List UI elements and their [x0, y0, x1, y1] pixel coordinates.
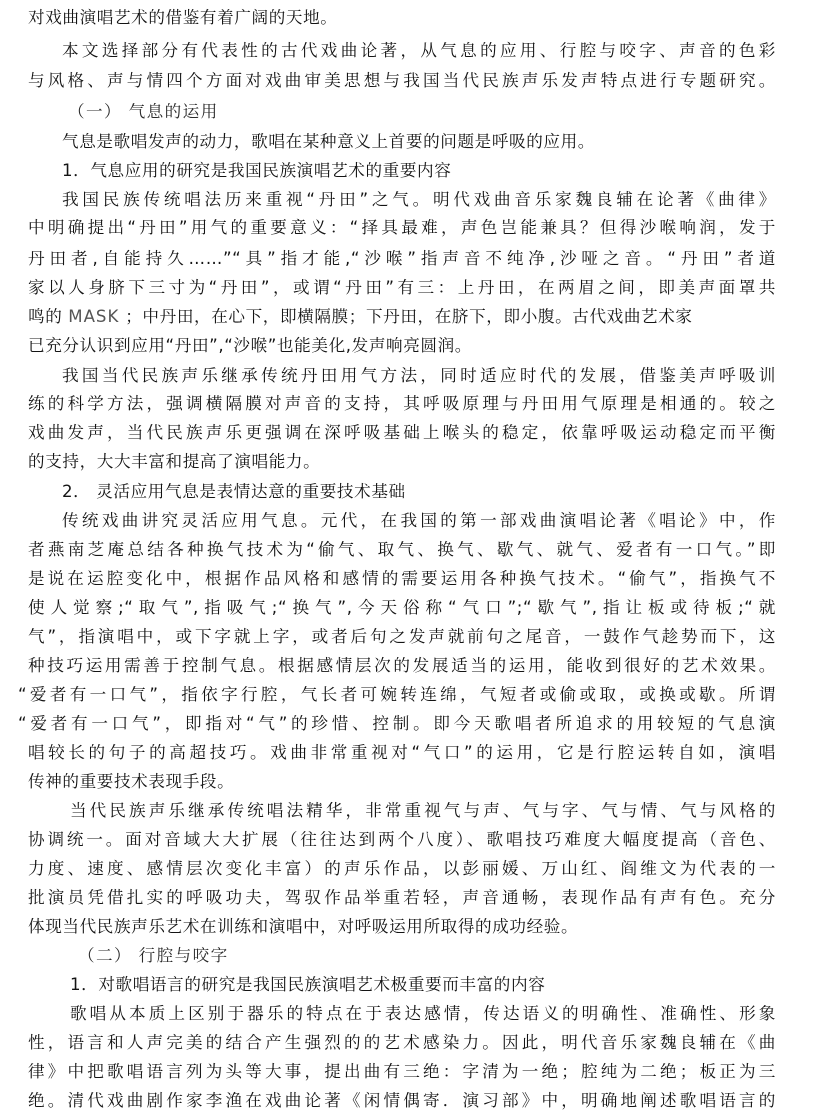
text-line: 气”，指演唱中，或下字就上字，或者后句之发声就前句之尾音，一鼓作气趁势而下，这	[28, 627, 776, 646]
subsection-heading: 1．对歌唱语言的研究是我国民族演唱艺术极重要而丰富的内容	[70, 975, 546, 994]
text-line: 者燕南芝庵总结各种换气技术为“偷气、取气、换气、歇气、就气、爱者有一口气。”即	[28, 540, 776, 559]
text-line: “爱者有一口气”，指依字行腔，气长者可婉转连绵，气短者或偷或取，或换或歇。所谓	[18, 685, 776, 704]
text-line: 是说在运腔变化中，根据作品风格和感情的需要运用各种换气技术。“偷气”，指换气不	[28, 569, 776, 588]
section-heading: （一） 气息的运用	[68, 102, 219, 121]
text-line: 练的科学方法，强调横隔膜对声音的支持，其呼吸原理与丹田用气原理是相通的。较之	[28, 394, 776, 413]
text-line: 律》中把歌唱语言列为头等大事，提出曲有三绝：字清为一绝；腔纯为二绝；板正为三	[28, 1062, 776, 1081]
text-line: 批演员凭借扎实的呼吸功夫，驾驭作品举重若轻，声音通畅，表现作品有声有色。充分	[28, 888, 776, 907]
paragraph-first-line: 歌唱从本质上区别于器乐的特点在于表达感情，传达语义的明确性、准确性、形象	[70, 1004, 776, 1023]
text-line: 传神的重要技术表现手段。	[28, 772, 235, 791]
text-line: “爱者有一口气”，即指对“气”的珍惜、控制。即今天歌唱者所追求的用较短的气息演	[18, 714, 776, 733]
paragraph-first-line: 本文选择部分有代表性的古代戏曲论著，从气息的应用、行腔与咬字、声音的色彩	[62, 41, 776, 60]
text-line: 丹田者,自能持久……”“具”指才能,“沙喉”指声音不纯净,沙哑之音。“丹田”者道	[28, 249, 776, 268]
text-line: 戏曲发声，当代民族声乐更强调在深呼吸基础上喉头的稳定，依靠呼吸运动稳定而平衡	[28, 423, 776, 442]
text-line: 体现当代民族声乐艺术在训练和演唱中，对呼吸运用所取得的成功经验。	[28, 917, 579, 936]
text-line: 中明确提出“丹田”用气的重要意义：“择具最难，声色岂能兼具？但得沙喉响润，发于	[28, 218, 776, 237]
text-fragment: ；中丹田，在心下，即横隔膜；下丹田，在脐下，即小腹。古代戏曲艺术家	[125, 307, 693, 326]
text-line-with-mask	[28, 302, 776, 332]
text-line: 对戏曲演唱艺术的借鉴有着广阔的天地。	[28, 8, 338, 27]
paragraph-first-line: 传统戏曲讲究灵活应用气息。元代，在我国的第一部戏曲演唱论著《唱论》中，作	[62, 511, 776, 530]
paragraph-first-line: 当代民族声乐继承传统唱法精华，非常重视气与声、气与字、气与情、气与风格的	[70, 801, 776, 820]
subsection-heading: 2． 灵活应用气息是表情达意的重要技术基础	[62, 482, 406, 501]
paragraph-first-line: 我国民族传统唱法历来重视“丹田”之气。明代戏曲音乐家魏良辅在论著《曲律》	[62, 190, 776, 209]
mask-placeholder: MASK	[68, 307, 120, 326]
text-line: 性，语言和人声完美的结合产生强烈的的艺术感染力。因此，明代音乐家魏良辅在《曲	[28, 1033, 776, 1052]
section-heading: （二） 行腔与咬字	[78, 946, 229, 965]
paragraph-first-line: 我国当代民族声乐继承传统丹田用气方法，同时适应时代的发展，借鉴美声呼吸训	[62, 366, 776, 385]
subsection-heading: 1．气息应用的研究是我国民族演唱艺术的重要内容	[62, 161, 452, 180]
text-line: 已充分认识到应用“丹田”,“沙喉”也能美化,发声响亮圆润。	[28, 336, 472, 355]
text-line: 绝。清代戏曲剧作家李渔在戏曲论著《闲情偶寄．演习部》中，明确地阐述歌唱语言的	[28, 1091, 776, 1110]
text-line: 协调统一。面对音域大大扩展（往往达到两个八度）、歌唱技巧难度大幅度提高（音色、	[28, 830, 776, 849]
text-line: 唱较长的句子的高超技巧。戏曲非常重视对“气口”的运用，它是行腔运转自如，演唱	[28, 743, 776, 762]
text-line: 与风格、声与情四个方面对戏曲审美思想与我国当代民族声乐发声特点进行专题研究。	[28, 71, 776, 90]
text-line: 的支持，大大丰富和提高了演唱能力。	[28, 452, 321, 471]
text-line: 种技巧运用需善于控制气息。根据感情层次的发展适当的运用，能收到很好的艺术效果。	[28, 656, 776, 675]
text-line: 力度、速度、感情层次变化丰富）的声乐作品，以彭丽媛、万山红、阎维文为代表的一	[28, 859, 776, 878]
text-fragment: 鸣的	[28, 307, 63, 326]
paragraph-first-line: 气息是歌唱发声的动力，歌唱在某种意义上首要的问题是呼吸的应用。	[62, 132, 596, 151]
text-line: 使人觉察;“取气”,指吸气;“换气”,今天俗称“气口”;“歇气”,指让板或待板;“就	[28, 598, 776, 617]
text-line: 家以人身脐下三寸为“丹田”，或谓“丹田”有三：上丹田，在两眉之间，即美声面罩共	[28, 278, 776, 297]
